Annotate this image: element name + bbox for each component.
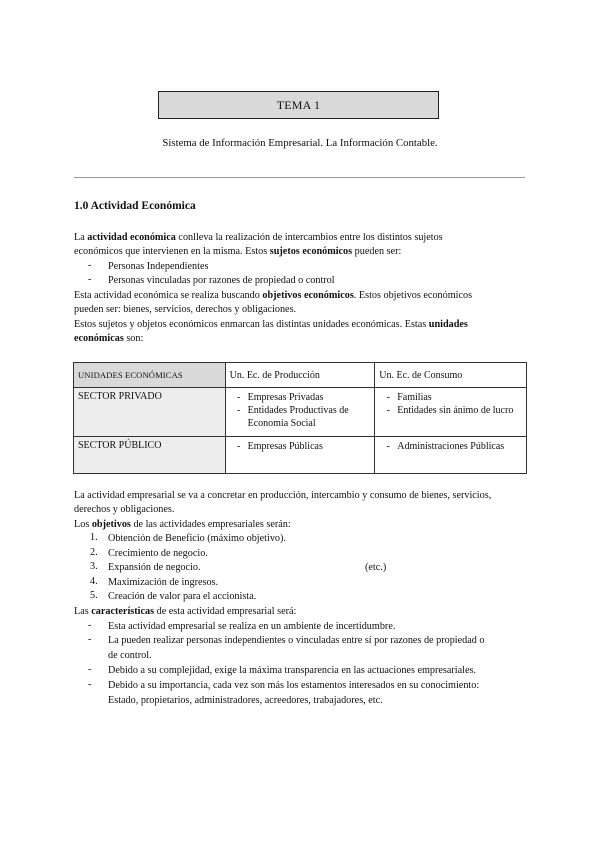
cell-list-item: - Administraciones Públicas: [386, 441, 505, 452]
objective-item: Expansión de negocio.: [108, 562, 201, 573]
list-number: 3.: [90, 561, 98, 572]
after-line-4: Las características de esta actividad empresarial será:: [74, 606, 297, 617]
feature-item: Debido a su complejidad, exige la máxima transparencia en las actuaciones empresariales.: [108, 665, 477, 676]
objective-item: Crecimiento de negocio.: [108, 548, 208, 559]
table-header-cell: Un. Ec. de Producción: [225, 363, 375, 388]
produccion-cell: [225, 437, 375, 474]
list-dash: -: [88, 620, 92, 631]
feature-item-continued: de control.: [108, 650, 152, 661]
produccion-cell: [225, 388, 375, 437]
feature-item-continued: Estado, propietarios, administradores, acreedores, trabajadores, etc.: [108, 695, 383, 706]
list-dash: -: [88, 274, 92, 285]
intro-line-3: Esta actividad económica se realiza buscando objetivos económicos. Estos objetivos económicos: [74, 290, 473, 301]
document-subtitle: Sistema de Información Empresarial. La Información Contable.: [162, 137, 438, 149]
list-dash: -: [88, 679, 92, 690]
horizontal-divider: [74, 177, 525, 178]
tema-title-box: [158, 91, 439, 119]
objective-item: Maximización de ingresos.: [108, 577, 219, 588]
etc-note: (etc.): [365, 562, 387, 573]
list-number: 1.: [90, 532, 98, 543]
table-header-row: [74, 363, 527, 388]
list-dash: -: [88, 634, 92, 645]
list-number: 4.: [90, 576, 98, 587]
list-number: 5.: [90, 590, 98, 601]
consumo-cell: [375, 437, 527, 474]
feature-item: Esta actividad empresarial se realiza en un ambiente de incertidumbre.: [108, 621, 396, 632]
list-item: Personas Independientes: [108, 261, 209, 272]
section-heading: 1.0 Actividad Económica: [74, 200, 196, 212]
table-row: [74, 437, 527, 474]
intro-line-5: Estos sujetos y objetos económicos enmarcan las distintas unidades económicas. Estas unidades: [74, 319, 468, 330]
objective-item: Creación de valor para el accionista.: [108, 591, 257, 602]
sector-cell: SECTOR PRIVADO: [74, 388, 226, 437]
after-line-1: La actividad empresarial se va a concretar en producción, intercambio y consumo de bienes, servicios,: [74, 490, 492, 501]
tema-title: TEMA 1: [276, 97, 321, 112]
table-header-cell: Un. Ec. de Consumo: [375, 363, 527, 388]
sector-cell: SECTOR PÚBLICO: [74, 437, 226, 474]
table-header-cell: UNIDADES ECONÓMICAS: [74, 363, 226, 388]
after-line-3: Los objetivos de las actividades empresariales serán:: [74, 519, 291, 530]
list-number: 2.: [90, 547, 98, 558]
intro-line-2: económicos que intervienen en la misma. Estos sujetos económicos pueden ser:: [74, 246, 402, 257]
objective-item: Obtención de Beneficio (máximo objetivo).: [108, 533, 286, 544]
intro-line-4: pueden ser: bienes, servicios, derechos y obligaciones.: [74, 304, 297, 315]
intro-line-1: La actividad económica conlleva la realización de intercambios entre los distintos sujetos: [74, 232, 443, 243]
cell-list-item: - Entidades Productivas de Economía Social: [236, 405, 349, 429]
cell-list-item: - Entidades sin ánimo de lucro: [386, 405, 514, 416]
table-row: [74, 388, 527, 437]
feature-item: Debido a su importancia, cada vez son más los estamentos interesados en su conocimiento:: [108, 680, 480, 691]
list-dash: -: [88, 664, 92, 675]
consumo-cell: [375, 388, 527, 437]
cell-list-item: - Empresas Privadas: [236, 392, 324, 403]
cell-list-item: - Empresas Públicas: [236, 441, 323, 452]
after-line-2: derechos y obligaciones.: [74, 504, 175, 515]
economic-units-table: [73, 362, 527, 474]
feature-item: La pueden realizar personas independientes o vinculadas entre sí por razones de propiedad o: [108, 635, 485, 646]
list-dash: -: [88, 260, 92, 271]
cell-list-item: - Familias: [386, 392, 432, 403]
list-item: Personas vinculadas por razones de propiedad o control: [108, 275, 335, 286]
intro-line-6: económicas son:: [74, 333, 144, 344]
